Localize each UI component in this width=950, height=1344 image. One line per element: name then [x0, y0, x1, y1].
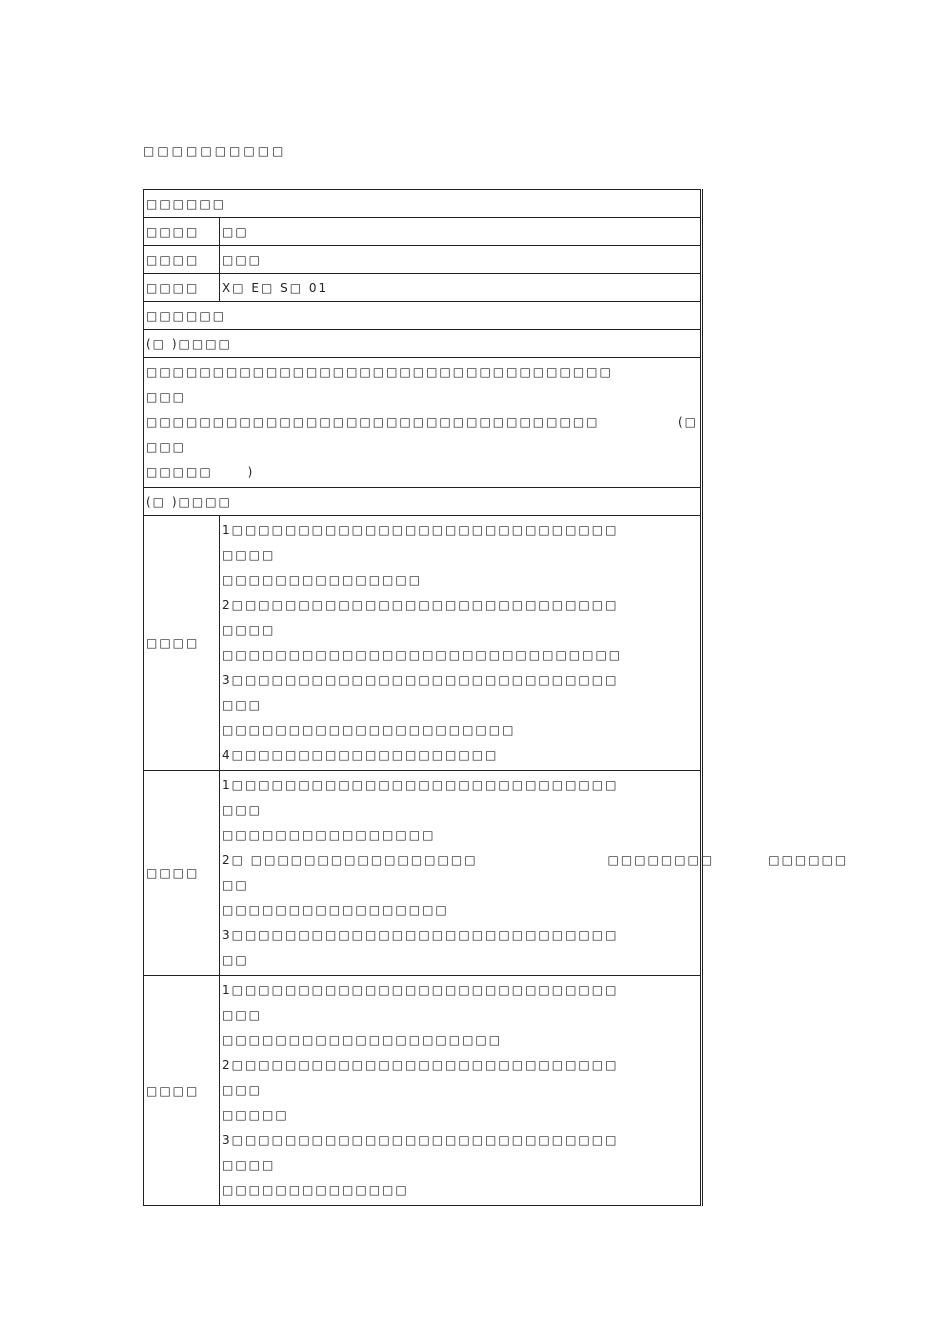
- content-line: 3□□□□□□□□□□□□□□□□□□□□□□□□□□□□□: [222, 673, 619, 687]
- content-line: 3□□□□□□□□□□□□□□□□□□□□□□□□□□□□□: [222, 1133, 619, 1147]
- content-line: [222, 848, 849, 873]
- content-line: □□□: [222, 1008, 263, 1022]
- table-row: [144, 302, 702, 330]
- content-line: □□□□□□□□□□□□□□: [222, 1183, 409, 1197]
- content-line: 2□□□□□□□□□□□□□□□□□□□□□□□□□□□□□: [222, 598, 619, 612]
- content-line: 1□□□□□□□□□□□□□□□□□□□□□□□□□□□□□: [222, 983, 619, 997]
- summary-line-right: (□: [677, 415, 698, 429]
- field-label: □□□□: [144, 274, 220, 302]
- table-row: [144, 274, 702, 302]
- content-line: □□□□□: [222, 1108, 289, 1122]
- summary-line: [146, 410, 698, 435]
- table-row: [144, 516, 702, 771]
- section-header: □□□□□□: [144, 190, 702, 218]
- field-label: □□□□: [144, 218, 220, 246]
- table-row: [144, 190, 702, 218]
- summary-line: □□□□□□□□□□□□□□□□□□□□□□□□□□□□□□□□□□□: [146, 365, 613, 379]
- content-line: □□□□□□□□□□□□□□□: [222, 573, 423, 587]
- subsection-header: (□ )□□□□: [144, 330, 702, 358]
- content-line: □□□□: [222, 1158, 276, 1172]
- content-line: □□□□: [222, 548, 276, 562]
- content-line-part: □□□□□□: [768, 853, 849, 867]
- document-title: □□□□□□□□□□: [143, 144, 287, 158]
- content-line: 3□□□□□□□□□□□□□□□□□□□□□□□□□□□□□: [222, 928, 619, 942]
- field-value: X□ E□ S□ 01: [220, 274, 702, 302]
- content-line: 4□□□□□□□□□□□□□□□□□□□□: [222, 748, 499, 762]
- table-row: [144, 488, 702, 516]
- summary-line: □□□□□ ): [146, 465, 255, 479]
- subsection-header: (□ )□□□□: [144, 488, 702, 516]
- field-label: □□□□: [144, 246, 220, 274]
- block-content: [220, 516, 702, 771]
- content-line: 1□□□□□□□□□□□□□□□□□□□□□□□□□□□□□: [222, 523, 619, 537]
- block-label: □□□□: [144, 516, 220, 771]
- table-row: [144, 330, 702, 358]
- content-line-part: □□□□□□□□: [607, 853, 715, 867]
- content-line: □□□: [222, 1083, 263, 1097]
- table-row: [144, 246, 702, 274]
- content-line: □□□□□□□□□□□□□□□□□□□□□□□□□□□□□□: [222, 648, 623, 662]
- summary-line: □□□: [146, 390, 187, 404]
- table-row: [144, 976, 702, 1206]
- block-content: [220, 771, 849, 976]
- content-line: □□□□□□□□□□□□□□□□: [222, 828, 436, 842]
- content-line: □□□: [222, 803, 263, 817]
- content-line: □□□□□□□□□□□□□□□□□□□□□□: [222, 723, 516, 737]
- content-line: □□: [222, 953, 249, 967]
- content-line: 2□□□□□□□□□□□□□□□□□□□□□□□□□□□□□: [222, 1058, 619, 1072]
- field-value: □□: [220, 218, 702, 246]
- info-table: [143, 189, 849, 1206]
- block-label: □□□□: [144, 771, 220, 976]
- field-value: □□□: [220, 246, 702, 274]
- content-line: □□□□: [222, 623, 276, 637]
- table-row: [144, 358, 702, 488]
- summary-cell: [144, 358, 702, 488]
- content-line: □□□□□□□□□□□□□□□□□: [222, 903, 449, 917]
- content-line: 1□□□□□□□□□□□□□□□□□□□□□□□□□□□□□: [222, 778, 619, 792]
- summary-line-left: □□□□□□□□□□□□□□□□□□□□□□□□□□□□□□□□□□: [146, 415, 600, 429]
- section-header: □□□□□□: [144, 302, 702, 330]
- content-line: □□: [222, 878, 249, 892]
- table-row: [144, 218, 702, 246]
- content-line: □□□: [222, 698, 263, 712]
- table-row: [144, 771, 702, 976]
- block-content: [220, 976, 702, 1206]
- summary-line: □□□: [146, 440, 187, 454]
- content-line: □□□□□□□□□□□□□□□□□□□□□: [222, 1033, 503, 1047]
- block-label: □□□□: [144, 976, 220, 1206]
- content-line-part: 2□ □□□□□□□□□□□□□□□□□: [222, 853, 478, 867]
